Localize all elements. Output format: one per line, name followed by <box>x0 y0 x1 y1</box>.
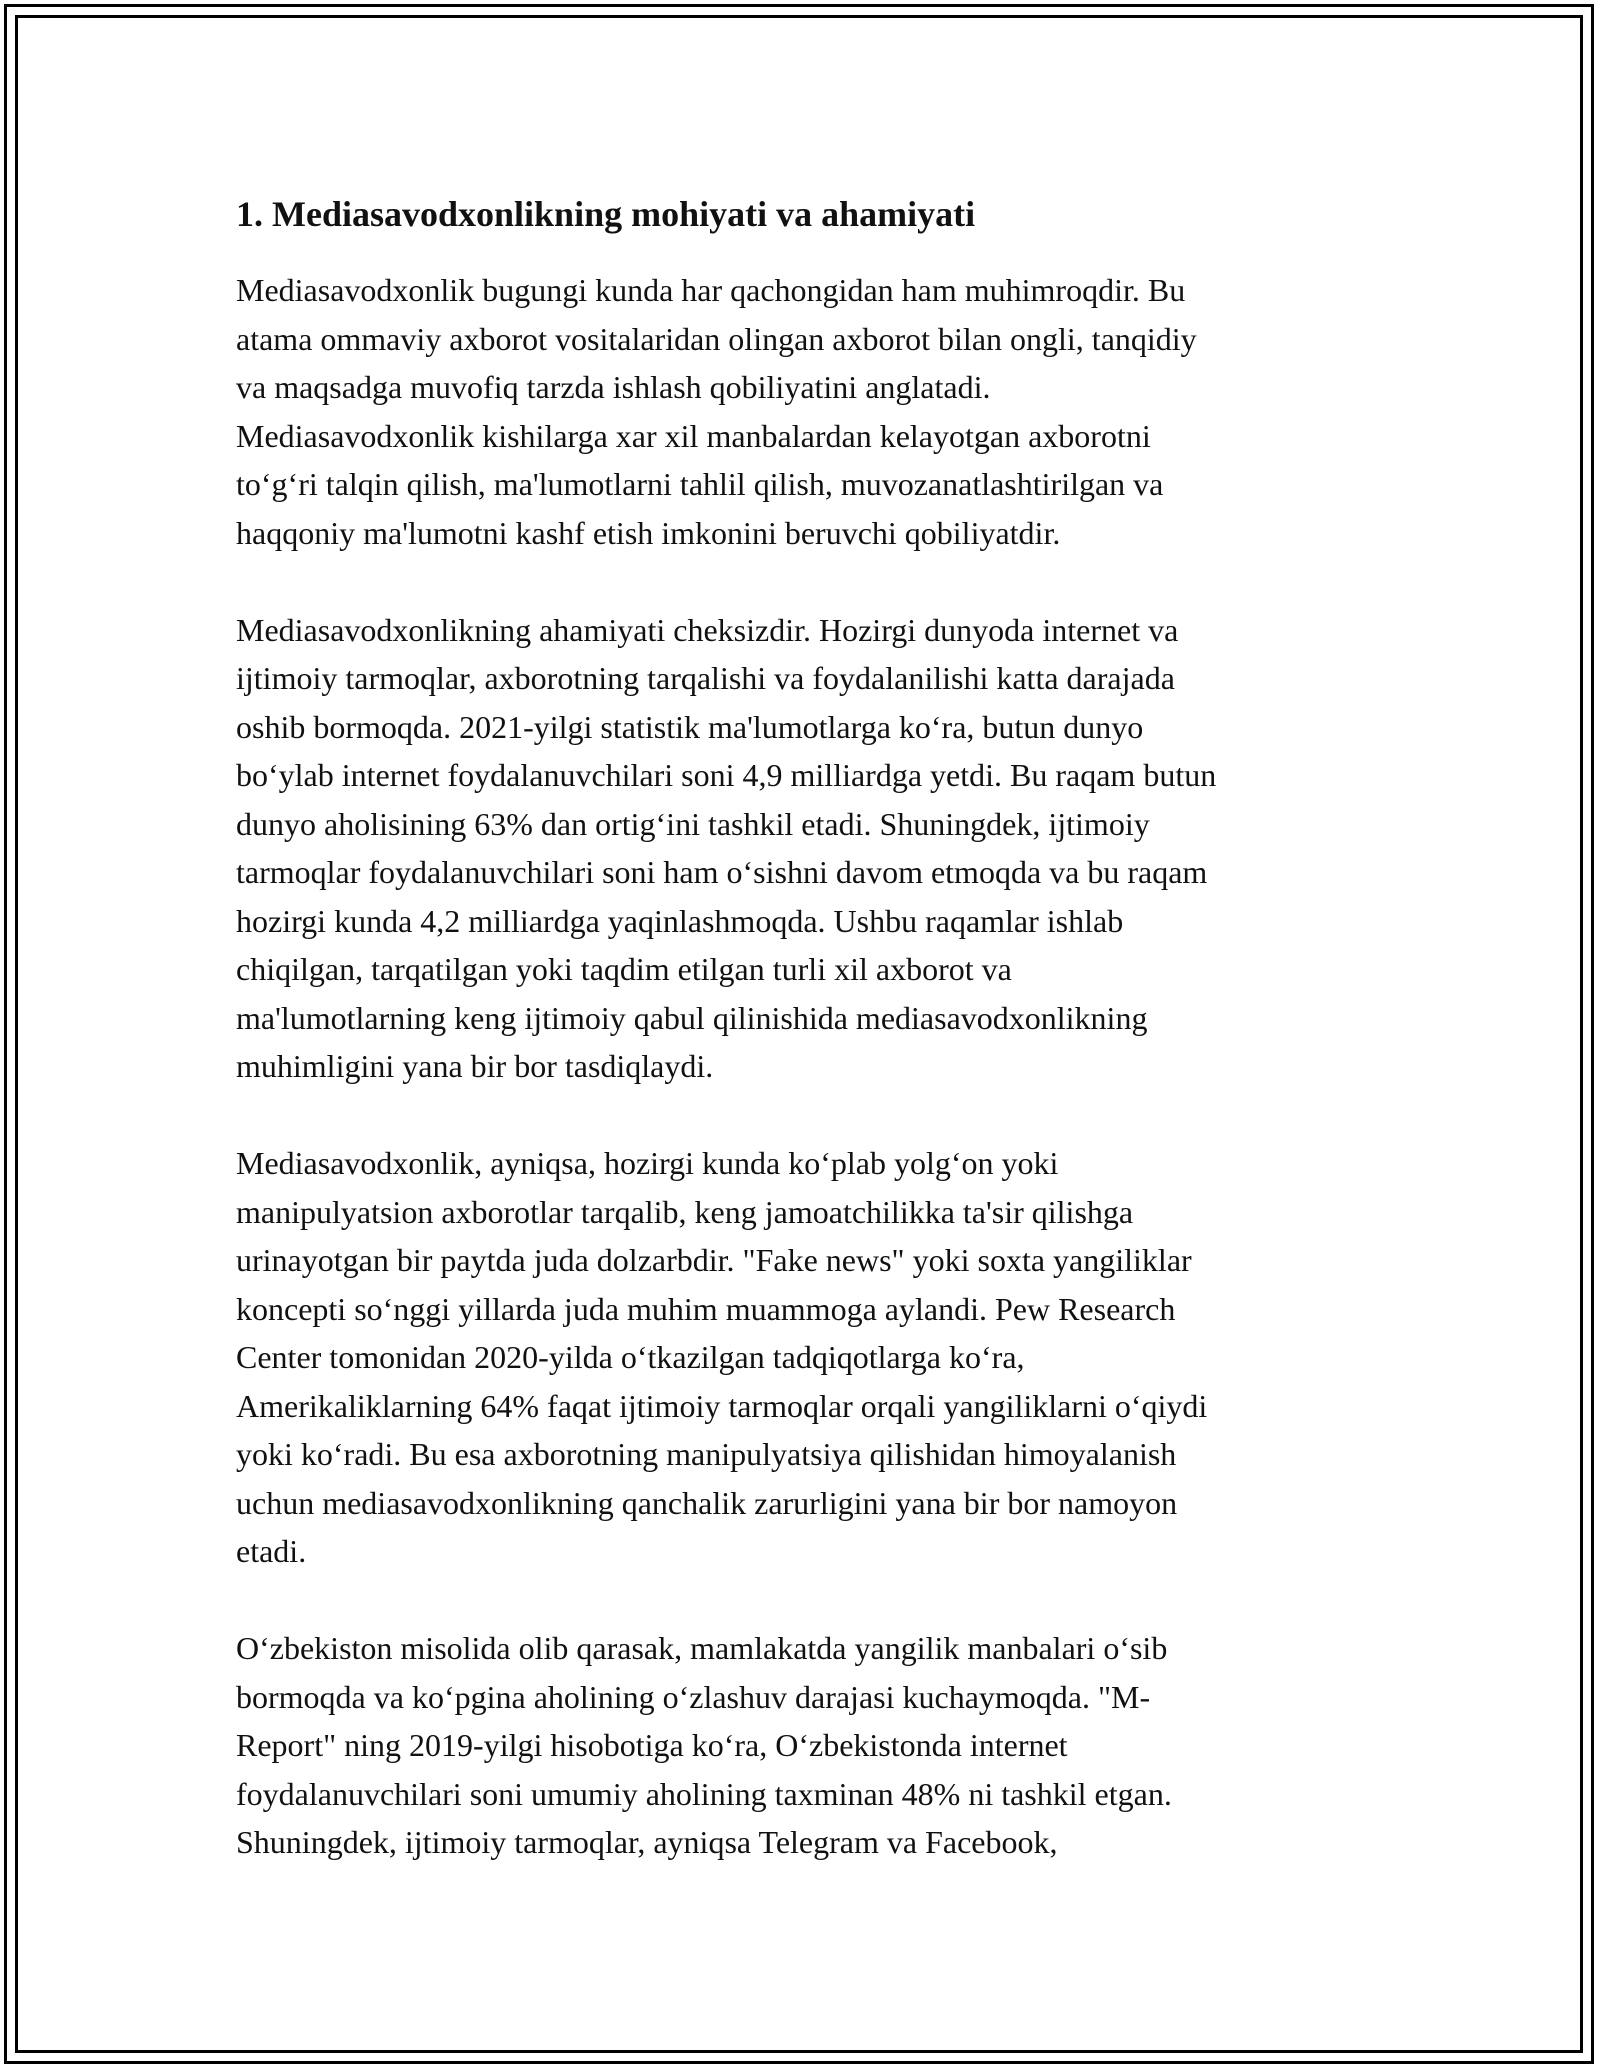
paragraph-fake-news: Mediasavodxonlik, ayniqsa, hozirgi kunda ko‘plab yolg‘on yoki manipulyatsion axborotlar tarqalib, keng jamoatchilikka ta'sir qilishga urinayotgan bir paytda juda dolzarbdir. "Fake news" yoki soxta yangiliklar koncepti so‘nggi yillarda juda muhim muammoga aylandi. Pew Research Center tomonidan 2020-yilda o‘tkazilgan tadqiqotlarga ko‘ra, Amerikaliklarning 64% faqat ijtimoiy tarmoqlar orqali yangiliklarni o‘qiydi yoki ko‘radi. Bu esa axborotning manipulyatsiya qilishidan himoyalanish uchun mediasavodxonlikning qanchalik zarurligini yana bir bor namoyon etadi. <box>236 1145 1208 1569</box>
paragraph-uzbekistan: O‘zbekiston misolida olib qarasak, mamlakatda yangilik manbalari o‘sib bormoqda va ko‘pgina aholining o‘zlashuv darajasi kuchaymoqda. "M- Report" ning 2019-yilgi hisobotiga ko‘ra, O‘zbekistonda internet foydalanuvchilari soni umumiy aholining taxminan 48% ni tashkil etgan. Shuningdek, ijtimoiy tarmoqlar, ayniqsa Telegram va Facebook, <box>236 1630 1172 1860</box>
document-body <box>236 190 1366 1915</box>
section-heading: 1. Mediasavodxonlikning mohiyati va ahamiyati <box>236 194 976 234</box>
paragraph-definition: Mediasavodxonlik bugungi kunda har qachongidan ham muhimroqdir. Bu atama ommaviy axborot vositalaridan olingan axborot bilan ongli, tanqidiy va maqsadga muvofiq tarzda ishlash qobiliyatini anglatadi. Mediasavodxonlik kishilarga xar xil manbalardan kelayotgan axborotni to‘g‘ri talqin qilish, ma'lumotlarni tahlil qilish, muvozanatlashtirilgan va haqqoniy ma'lumotni kashf etish imkonini beruvchi qobiliyatdir. <box>236 272 1197 551</box>
paragraph-importance: Mediasavodxonlikning ahamiyati cheksizdir. Hozirgi dunyoda internet va ijtimoiy tarmoqlar, axborotning tarqalishi va foydalanilishi katta darajada oshib bormoqda. 2021-yilgi statistik ma'lumotlarga ko‘ra, butun dunyo bo‘ylab internet foydalanuvchilari soni 4,9 milliardga yetdi. Bu raqam butun dunyo aholisining 63% dan ortig‘ini tashkil etadi. Shuningdek, ijtimoiy tarmoqlar foydalanuvchilari soni ham o‘sishni davom etmoqda va bu raqam hozirgi kunda 4,2 milliardga yaqinlashmoqda. Ushbu raqamlar ishlab chiqilgan, tarqatilgan yoki taqdim etilgan turli xil axborot va ma'lumotlarning keng ijtimoiy qabul qilinishida mediasavodxonlikning muhimligini yana bir bor tasdiqlaydi. <box>236 611 1217 1084</box>
